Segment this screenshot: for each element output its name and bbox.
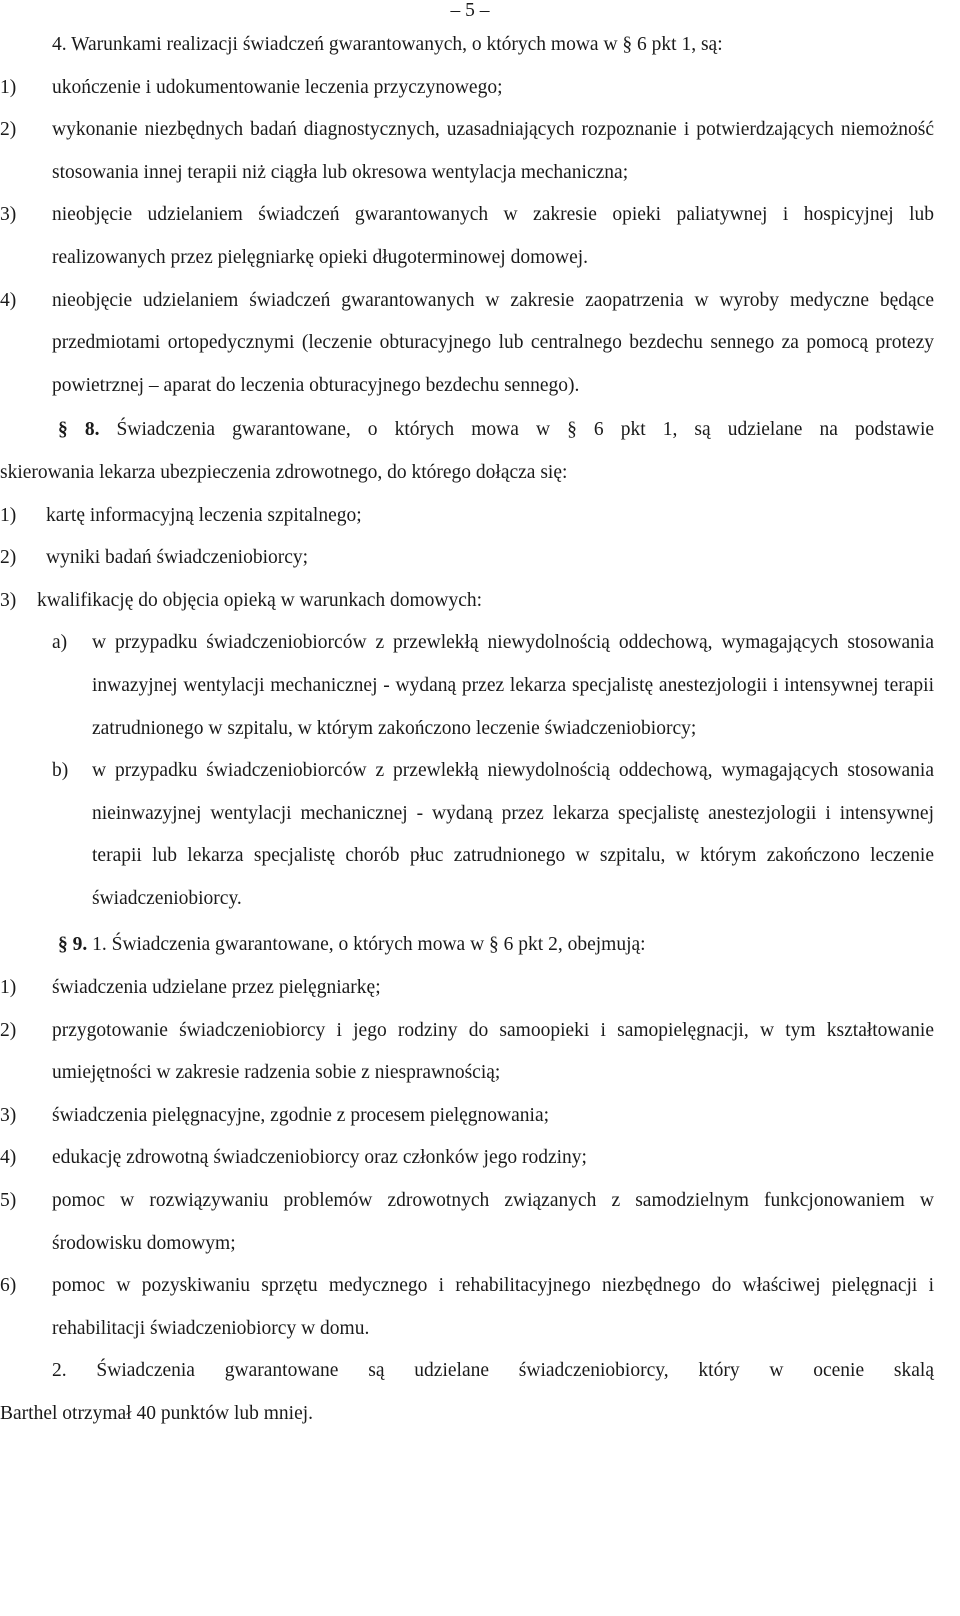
- sec9-intro: [0, 924, 934, 967]
- list-item-number: 1): [0, 76, 17, 98]
- sub-list-item-letter: b): [52, 760, 69, 782]
- list-item-text: nieobjęcie udzielaniem świadczeń gwarantowanych w zakresie opieki paliatywnej i hospicyjnej lub realizowanych przez pielęgniarkę opieki długoterminowej domowej.: [52, 204, 934, 268]
- sec8-intro-line2: skierowania lekarza ubezpieczenia zdrowotnego, do którego dołącza się:: [0, 461, 568, 483]
- list-item-text: nieobjęcie udzielaniem świadczeń gwarantowanych w zakresie zaopatrzenia w wyroby medyczne będące przedmiotami ortopedycznymi (leczenie obturacyjnego lub centralnego bezdechu sennego za pomocą protezy powietrznej – aparat do leczenia obturacyjnego bezdechu sennego).: [52, 289, 934, 396]
- list-item-number: 1): [0, 504, 17, 526]
- sec8-intro-line1: [0, 409, 934, 452]
- list-item: [0, 1137, 934, 1180]
- sec9-para2-line1: 2. Świadczenia gwarantowane są udzielane świadczeniobiorcy, który w ocenie skalą: [52, 1360, 934, 1382]
- list-item-text: edukację zdrowotną świadczeniobiorcy oraz członków jego rodziny;: [52, 1147, 587, 1169]
- list-item-number: 6): [0, 1275, 17, 1297]
- list-item: [0, 1180, 934, 1265]
- list-item-number: 2): [0, 1019, 17, 1041]
- list-item: [0, 1010, 934, 1095]
- sub-list-item: [0, 622, 934, 750]
- list-item: [0, 580, 934, 623]
- section-mark: § 8.: [58, 419, 100, 441]
- list-item: [0, 280, 934, 408]
- list-item-text: kartę informacyjną leczenia szpitalnego;: [46, 504, 362, 526]
- list-item-number: 2): [0, 119, 17, 141]
- list-item: [0, 967, 934, 1010]
- list-item: [0, 1265, 934, 1350]
- list-item-text: świadczenia pielęgnacyjne, zgodnie z procesem pielęgnowania;: [52, 1104, 550, 1126]
- document-body: [0, 24, 934, 1436]
- sub-list-item-text: w przypadku świadczeniobiorców z przewlekłą niewydolnością oddechową, wymagających stosowania nieinwazyjnej wentylacji mechanicznej - wydaną przez lekarza specjalistę anestezjologii i intensywnej terapii lub lekarza specjalistę chorób płuc zatrudnionego w szpitalu, w którym zakończono leczenie świadczeniobiorcy.: [92, 760, 934, 909]
- list-item: [0, 495, 934, 538]
- list-item-number: 3): [0, 589, 17, 611]
- sub-list-item: [0, 750, 934, 920]
- page-number: – 5 –: [450, 0, 490, 21]
- sub-list-item-text: w przypadku świadczeniobiorców z przewlekłą niewydolnością oddechową, wymagających stosowania inwazyjnej wentylacji mechanicznej - wydaną przez lekarza specjalistę anestezjologii i intensywnej terapii zatrudnionego w szpitalu, w którym zakończono leczenie świadczeniobiorcy;: [92, 632, 934, 739]
- section-mark: § 9.: [58, 934, 88, 956]
- sec7-point4-intro: 4. Warunkami realizacji świadczeń gwarantowanych, o których mowa w § 6 pkt 1, są:: [52, 34, 723, 55]
- list-item: [0, 537, 934, 580]
- sec9-para2-line2: Barthel otrzymał 40 punktów lub mniej.: [0, 1403, 314, 1424]
- list-item-text: przygotowanie świadczeniobiorcy i jego rodziny do samoopieki i samopielęgnacji, w tym kształtowanie umiejętności w zakresie radzenia sobie z niesprawnością;: [52, 1019, 934, 1084]
- list-item: [0, 194, 934, 279]
- list-item-text: ukończenie i udokumentowanie leczenia przyczynowego;: [52, 76, 503, 98]
- list-item: [0, 1095, 934, 1138]
- list-item-number: 4): [0, 1147, 17, 1169]
- list-item-number: 3): [0, 204, 17, 226]
- list-item-text: wyniki badań świadczeniobiorcy;: [46, 547, 309, 569]
- list-item-text: świadczenia udzielane przez pielęgniarkę;: [52, 977, 381, 999]
- list-item-text: pomoc w rozwiązywaniu problemów zdrowotnych związanych z samodzielnym funkcjonowaniem w środowisku domowym;: [52, 1190, 934, 1254]
- list-item-text: wykonanie niezbędnych badań diagnostycznych, uzasadniających rozpoznanie i potwierdzających niemożność stosowania innej terapii niż ciągła lub okresowa wentylacja mechaniczna;: [52, 119, 934, 183]
- list-item-text: kwalifikację do objęcia opieką w warunkach domowych:: [37, 589, 483, 611]
- list-item-number: 3): [0, 1104, 17, 1126]
- list-item: [0, 67, 934, 110]
- list-item-text: pomoc w pozyskiwaniu sprzętu medycznego i rehabilitacyjnego niezbędnego do właściwej pielęgnacji i rehabilitacji świadczeniobiorcy w domu.: [52, 1275, 934, 1339]
- list-item-number: 4): [0, 289, 17, 311]
- sec8-intro-text: Świadczenia gwarantowane, o których mowa w § 6 pkt 1, są udzielane na podstawie: [116, 419, 935, 441]
- sec9-intro-text: 1. Świadczenia gwarantowane, o których mowa w § 6 pkt 2, obejmują:: [92, 934, 646, 956]
- list-item-number: 1): [0, 977, 17, 999]
- list-item-number: 5): [0, 1190, 17, 1212]
- sub-list-item-letter: a): [52, 632, 68, 654]
- list-item: [0, 109, 934, 194]
- list-item-number: 2): [0, 547, 17, 569]
